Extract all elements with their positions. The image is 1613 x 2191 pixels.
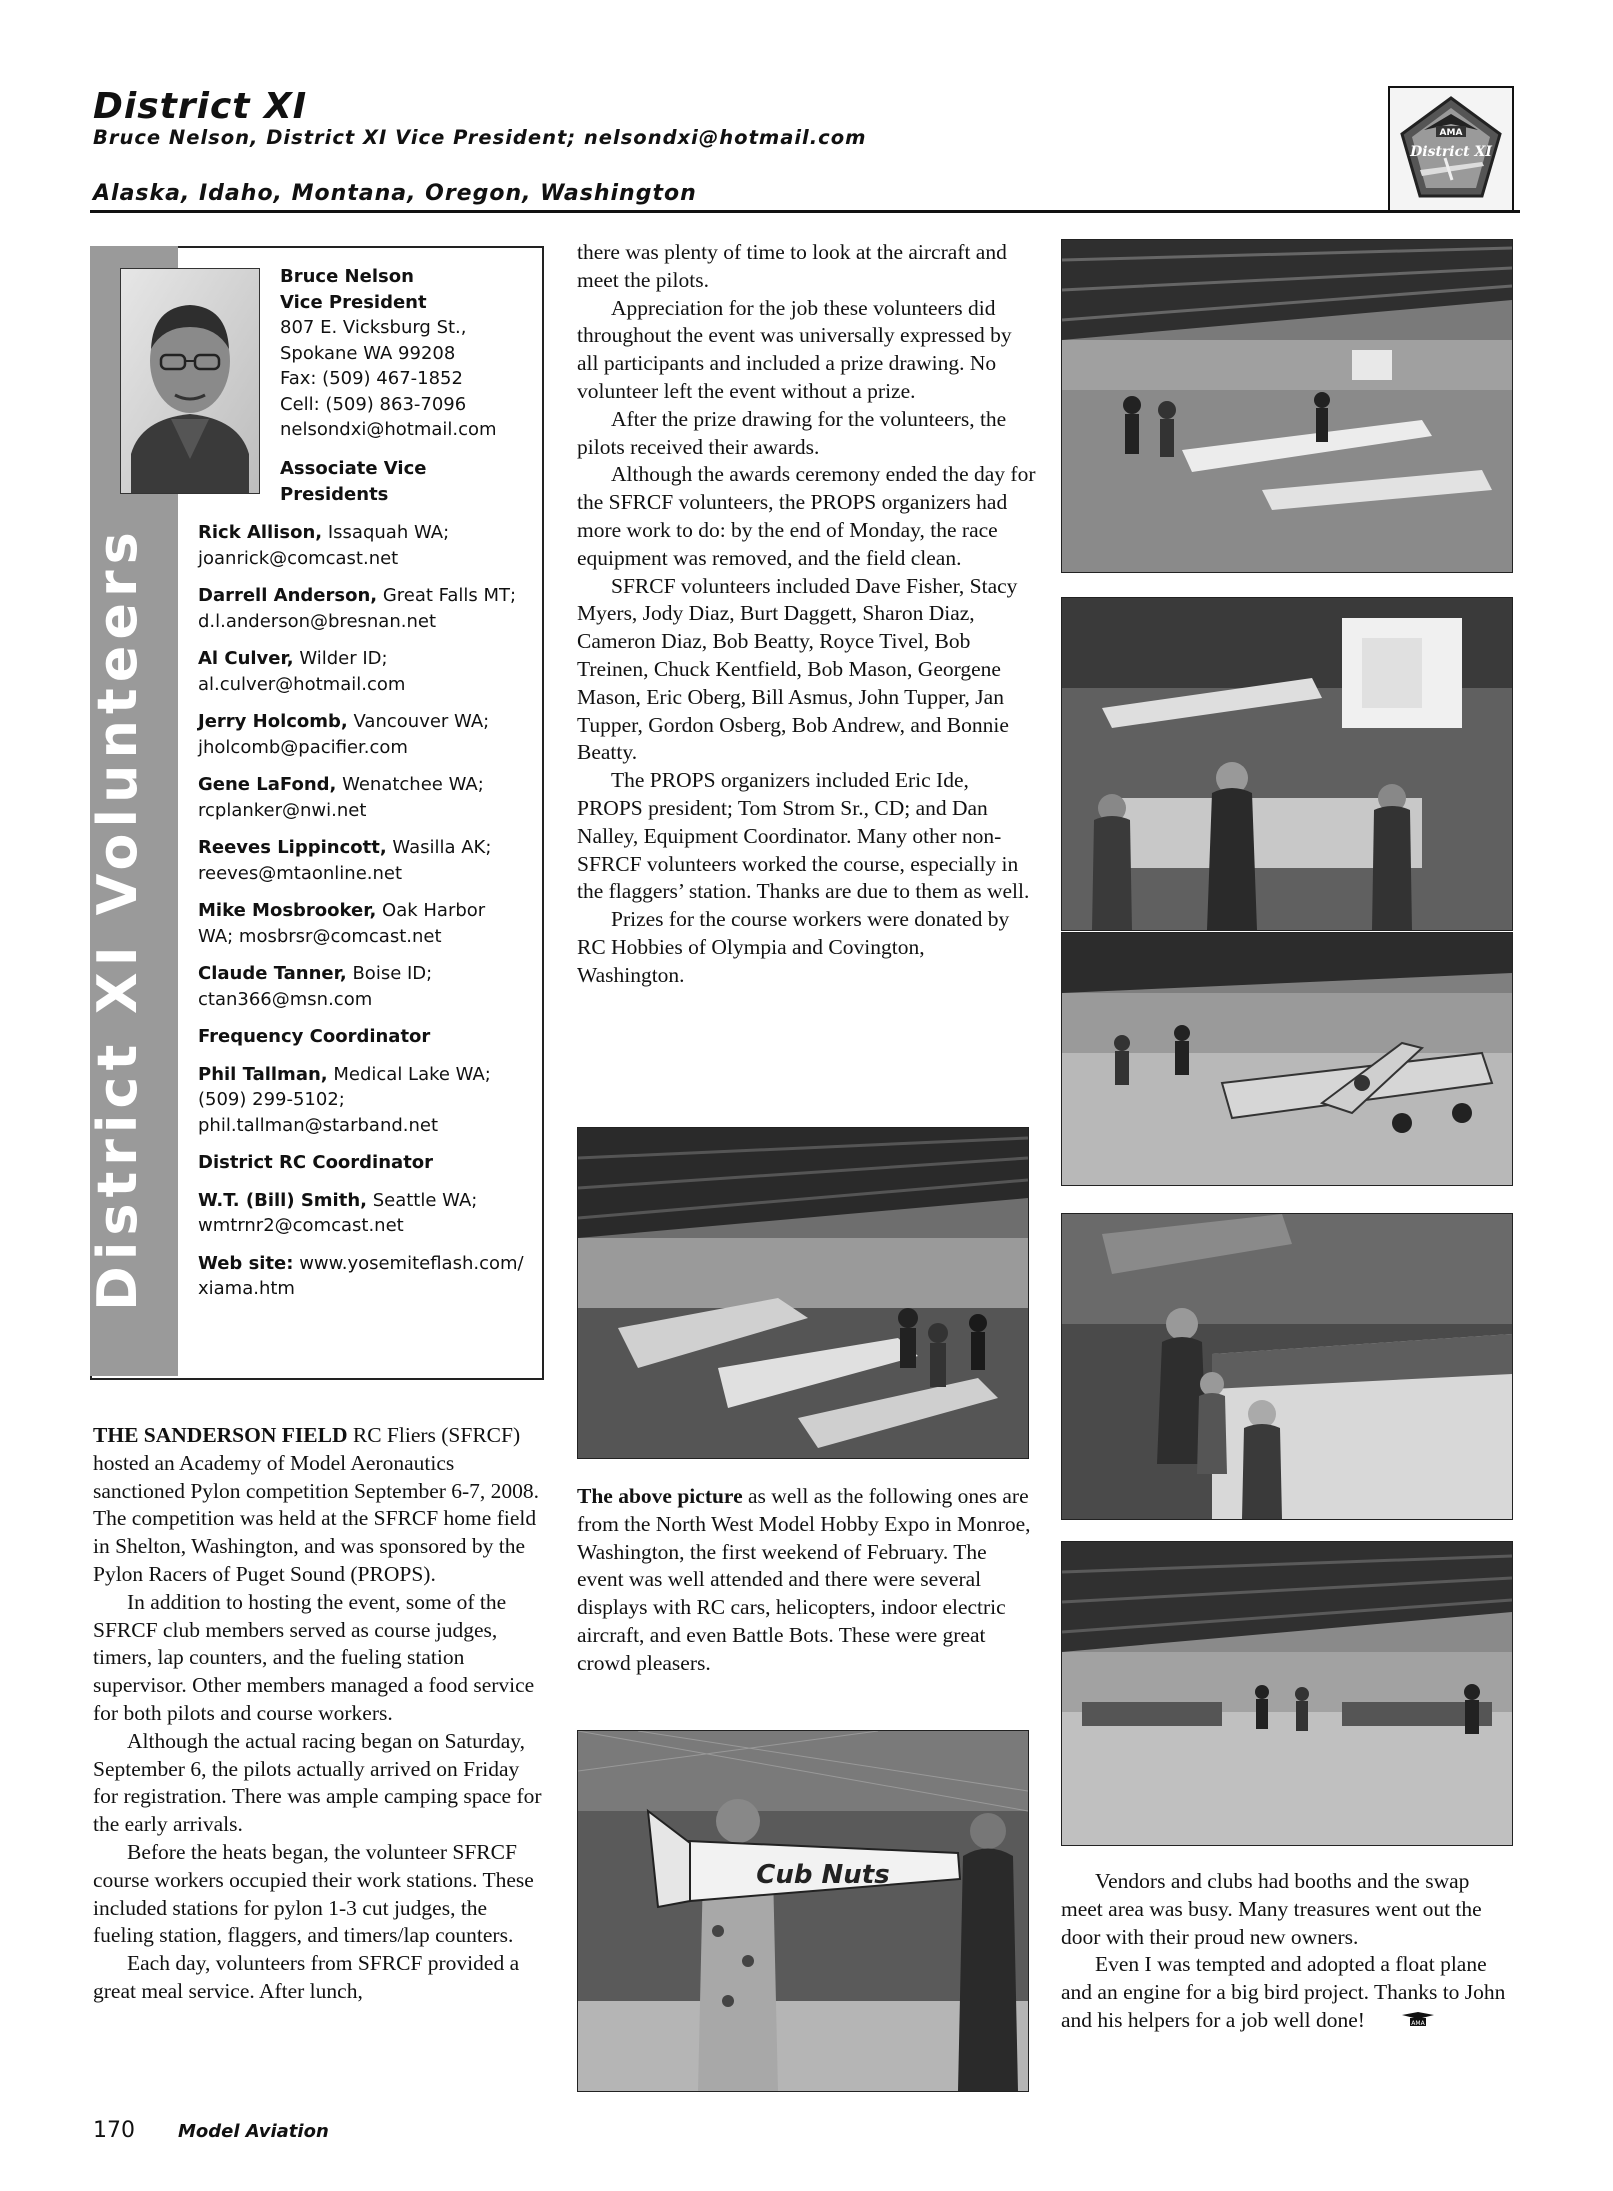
- article-paragraph: In addition to hosting the event, some of the SFRCF club members served as course judges, timers, lap counters, and the fueling station supervisor. Other members managed a food service for both pilots and course workers.: [93, 1589, 535, 1725]
- member-name: Jerry Holcomb,: [198, 711, 348, 732]
- rc-coordinator-heading: District RC Coordinator: [198, 1152, 434, 1173]
- article-column-right: [1061, 1868, 1516, 2035]
- assoc-vp-heading-line2: Presidents: [280, 483, 389, 505]
- page-subtitle: Bruce Nelson, District XI Vice President; nelsondxi@hotmail.com: [93, 126, 867, 149]
- list-item: [198, 898, 535, 949]
- member-location: Boise ID;: [352, 963, 433, 984]
- member-name: Gene LaFond,: [198, 774, 337, 795]
- member-name: W.T. (Bill) Smith,: [198, 1189, 367, 1211]
- photo-warbird-display: [1061, 932, 1513, 1186]
- member-location: Medical Lake WA;: [333, 1063, 491, 1085]
- photo-swap-meet: [1061, 1541, 1513, 1846]
- website-url[interactable]: www.yosemiteflash.com/: [299, 1252, 524, 1274]
- list-item: [198, 583, 535, 634]
- article-paragraph: RC Fliers (SFRCF) hosted an Academy of Model Aeronautics sanctioned Pylon competition September 6-7, 2008. The competition was held at the SFRCF home field in Shelton, Washington, and was sponsored by the Pylon Racers of Puget Sound (PROPS).: [93, 1423, 540, 1586]
- article-paragraph: Vendors and clubs had booths and the swap meet area was busy. Many treasures went out the door with their proud new owners.: [1061, 1869, 1482, 1949]
- member-email: ctan366@msn.com: [198, 988, 373, 1010]
- list-item: [198, 961, 535, 1012]
- vp-cell: Cell: (509) 863-7096: [280, 393, 467, 415]
- photo-cub-nuts: [577, 1730, 1029, 2092]
- member-location: Seattle WA;: [372, 1189, 478, 1211]
- photo-caption: [577, 1483, 1037, 1678]
- member-email: joanrick@comcast.net: [198, 547, 399, 569]
- volunteers-banner-text: District XI Volunteers: [86, 526, 149, 1311]
- member-email: WA; mosbrsr@comcast.net: [198, 925, 442, 947]
- vp-address-line2: Spokane WA 99208: [280, 342, 456, 364]
- page-title: District XI: [93, 86, 308, 127]
- photo-hall-overview: [577, 1127, 1029, 1459]
- article-paragraph: Although the actual racing began on Saturday, September 6, the pilots actually arrived on Friday for registration. There was ample camping space for the early arrivals.: [93, 1728, 542, 1837]
- member-email: phil.tallman@starband.net: [198, 1114, 439, 1136]
- vp-contact: [280, 264, 535, 443]
- list-item: [198, 646, 535, 697]
- article-column-left: [93, 1422, 548, 2006]
- district-states: Alaska, Idaho, Montana, Oregon, Washington: [93, 181, 697, 206]
- article-paragraph: Each day, volunteers from SFRCF provided a great meal service. After lunch,: [93, 1951, 520, 2003]
- article-paragraph: The PROPS organizers included Eric Ide, PROPS president; Tom Strom Sr., CD; and Dan Nalley, Equipment Coordinator. Many other non-SFRCF volunteers worked the course, especially in the flaggers’ station. Thanks are due to them as well.: [577, 768, 1030, 904]
- list-item: [198, 1062, 535, 1139]
- member-name: Rick Allison,: [198, 522, 323, 543]
- list-item: [198, 1188, 535, 1239]
- volunteer-list: [198, 520, 535, 1314]
- member-name: Claude Tanner,: [198, 963, 347, 984]
- vp-name: Bruce Nelson: [280, 266, 414, 287]
- ama-end-mark-text: AMA: [1411, 2019, 1425, 2027]
- caption-lead: The above picture: [577, 1484, 743, 1508]
- vp-email: nelsondxi@hotmail.com: [280, 419, 497, 440]
- page-number: 170: [93, 2118, 135, 2143]
- member-location: Vancouver WA;: [353, 711, 490, 732]
- article-paragraph: After the prize drawing for the volunteers, the pilots received their awards.: [577, 406, 1007, 459]
- article-paragraph: Appreciation for the job these volunteers did throughout the event was universally expressed by all participants and included a prize drawing. No volunteer left the event without a prize.: [577, 295, 1012, 403]
- ama-end-mark-icon: [1367, 2007, 1435, 2035]
- photo-vendor-booth: [1061, 597, 1513, 931]
- website-label: Web site:: [198, 1252, 294, 1274]
- magazine-name: Model Aviation: [178, 2121, 329, 2142]
- article-paragraph: there was plenty of time to look at the aircraft and meet the pilots.: [577, 240, 1007, 292]
- district-logo: [1388, 86, 1514, 212]
- article-paragraph: Although the awards ceremony ended the day for the SFRCF volunteers, the PROPS organizers had more work to do: by the end of Monday, the race equipment was removed, and the field clean.: [577, 462, 1036, 570]
- member-name: Phil Tallman,: [198, 1063, 328, 1085]
- caption-text: as well as the following ones are from the North West Model Hobby Expo in Monroe, Washington, the first weekend of February. The event was well attended and there were several displays with RC cars, helicopters, indoor electric aircraft, and even Battle Bots. These were great crowd pleasers.: [577, 1484, 1031, 1675]
- member-email: rcplanker@nwi.net: [198, 799, 367, 821]
- member-email: al.culver@hotmail.com: [198, 673, 406, 695]
- list-item: [198, 772, 535, 823]
- website: [198, 1251, 535, 1302]
- frequency-coordinator-heading: Frequency Coordinator: [198, 1026, 431, 1047]
- article-paragraph: Prizes for the course workers were donated by RC Hobbies of Olympia and Covington, Washington.: [577, 907, 1010, 987]
- member-email: d.l.anderson@bresnan.net: [198, 610, 436, 632]
- logo-district-text: District XI: [1410, 144, 1492, 160]
- member-email: reeves@mtaonline.net: [198, 862, 403, 884]
- member-location: Wilder ID;: [299, 648, 388, 669]
- list-item: [198, 520, 535, 571]
- member-name: Reeves Lippincott,: [198, 837, 387, 858]
- article-paragraph: Before the heats began, the volunteer SFRCF course workers occupied their work stations. These included stations for pylon 1-3 cut judges, the fueling station, flaggers, and timers/lap counters.: [93, 1839, 534, 1948]
- member-location: Oak Harbor: [382, 900, 486, 921]
- member-location: Great Falls MT;: [382, 585, 517, 606]
- vp-fax: Fax: (509) 467-1852: [280, 368, 463, 389]
- member-name: Al Culver,: [198, 648, 294, 669]
- website-url-continued[interactable]: xiama.htm: [198, 1278, 295, 1299]
- article-lead: THE SANDERSON FIELD: [93, 1423, 348, 1447]
- header-rule: [90, 210, 1520, 213]
- vp-address-line1: 807 E. Vicksburg St.,: [280, 317, 467, 338]
- photo-expo-floor: [1061, 239, 1513, 573]
- vp-portrait: [120, 268, 260, 494]
- member-location: Wenatchee WA;: [342, 774, 484, 795]
- assoc-vp-heading: [280, 456, 535, 507]
- member-name: Darrell Anderson,: [198, 585, 378, 606]
- member-location: Wasilla AK;: [392, 837, 492, 858]
- member-name: Mike Mosbrooker,: [198, 900, 377, 921]
- member-email: jholcomb@pacifier.com: [198, 736, 408, 758]
- cub-nuts-banner-text: Cub Nuts: [756, 1860, 890, 1890]
- list-item: [198, 709, 535, 760]
- list-item: [198, 835, 535, 886]
- assoc-vp-heading-line1: Associate Vice: [280, 458, 427, 479]
- member-phone: (509) 299-5102;: [198, 1089, 345, 1110]
- article-paragraph: Even I was tempted and adopted a float plane and an engine for a big bird project. Thanks to John and his helpers for a job well done!: [1061, 1952, 1506, 2032]
- photo-kids-at-display: [1061, 1213, 1513, 1520]
- logo-ama-text: AMA: [1439, 128, 1463, 138]
- vp-role: Vice President: [280, 291, 427, 313]
- article-paragraph: SFRCF volunteers included Dave Fisher, Stacy Myers, Jody Diaz, Burt Daggett, Sharon Diaz, Cameron Diaz, Bob Beatty, Royce Tivel, Bob Treinen, Chuck Kentfield, Bob Mason, Georgene Mason, Eric Oberg, Bill Asmus, John Tupper, Jan Tupper, Gordon Osberg, Bob Andrew, and Bonnie Beatty.: [577, 573, 1018, 765]
- member-email: wmtrnr2@comcast.net: [198, 1215, 404, 1236]
- article-column-middle: [577, 239, 1037, 990]
- member-location: Issaquah WA;: [327, 522, 450, 543]
